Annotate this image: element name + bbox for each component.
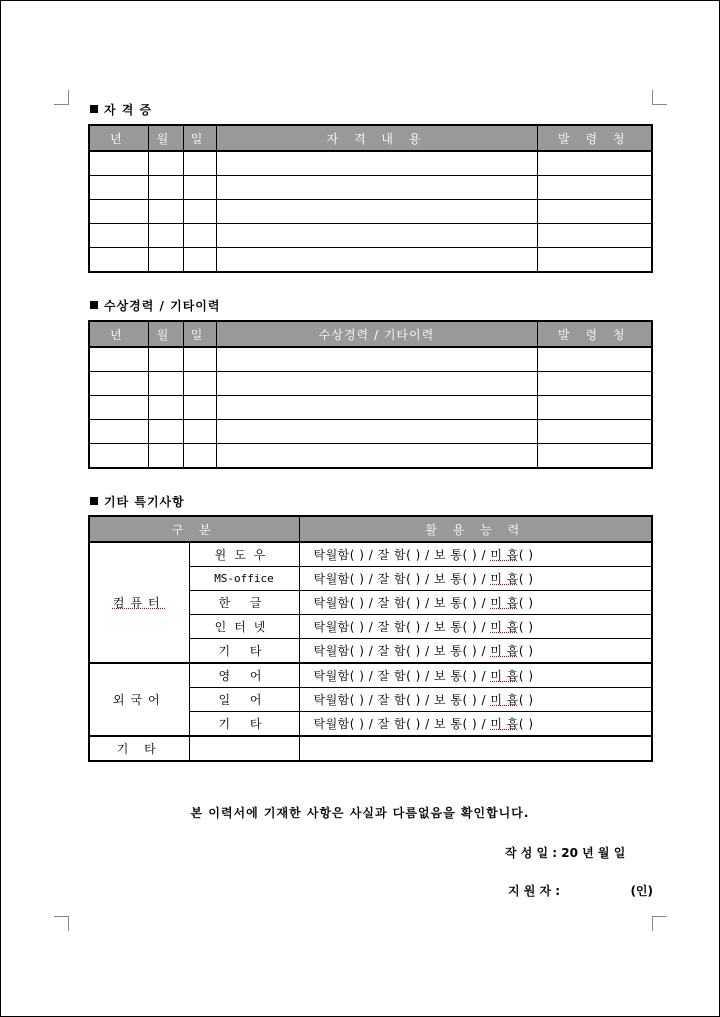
table-row (89, 736, 652, 761)
level-cell[interactable] (299, 542, 652, 567)
crop-mark-bottom-right (652, 916, 667, 931)
cell[interactable] (537, 444, 652, 469)
crop-mark-bottom-left (54, 916, 69, 931)
table-header-row (89, 321, 652, 347)
cell[interactable] (89, 372, 148, 396)
category-computer-label: 컴퓨터 (112, 596, 166, 610)
header-category: 구 분 (89, 516, 299, 542)
table-row (89, 248, 652, 273)
awards-table (88, 320, 653, 469)
confirmation-statement: 본 이력서에 기재한 사항은 사실과 다름없음을 확인합니다. (190, 806, 530, 820)
level-insufficient: 미 흡 (490, 572, 519, 586)
cell[interactable] (216, 200, 537, 224)
cell[interactable] (148, 151, 183, 176)
special-section-title (90, 493, 185, 510)
header-content: 자 격 내 용 (216, 125, 537, 151)
cell[interactable] (537, 347, 652, 372)
level-cell[interactable] (299, 591, 652, 615)
certificates-section-title (90, 101, 152, 118)
cell[interactable] (148, 372, 183, 396)
table-row (89, 347, 652, 372)
cell[interactable] (89, 347, 148, 372)
cell[interactable] (148, 176, 183, 200)
level-cell[interactable] (299, 663, 652, 688)
cell[interactable] (537, 200, 652, 224)
sub-japanese: 일 어 (189, 688, 299, 712)
cell[interactable] (89, 420, 148, 444)
cell[interactable] (148, 224, 183, 248)
cell[interactable] (148, 420, 183, 444)
cell[interactable] (89, 224, 148, 248)
special-title-text: 기타 특기사항 (104, 495, 185, 509)
cell[interactable] (89, 176, 148, 200)
sub-windows: 윈도우 (189, 542, 299, 567)
cell[interactable] (89, 396, 148, 420)
sub-computer-other: 기 타 (189, 639, 299, 664)
cell[interactable] (183, 200, 216, 224)
cell[interactable] (537, 372, 652, 396)
table-row (89, 151, 652, 176)
crop-mark-top-left (54, 90, 69, 105)
table-row (89, 663, 652, 688)
header-ability: 활 용 능 력 (299, 516, 652, 542)
sub-internet: 인터넷 (189, 615, 299, 639)
cell[interactable] (537, 224, 652, 248)
header-year: 년 (89, 321, 148, 347)
header-awards-history: 수상경력 / 기타이력 (216, 321, 537, 347)
cell[interactable] (183, 396, 216, 420)
cell[interactable] (148, 200, 183, 224)
table-header-row (89, 516, 652, 542)
level-options: 탁월함( ) / 잘 함( ) / 보 통( ) / (313, 572, 491, 586)
cell[interactable] (216, 372, 537, 396)
cell[interactable] (216, 224, 537, 248)
level-insufficient: 미 흡 (490, 644, 519, 658)
table-row (89, 372, 652, 396)
square-bullet-icon (90, 497, 98, 505)
square-bullet-icon (90, 301, 98, 309)
level-insufficient: 미 흡 (490, 669, 519, 683)
level-options: 탁월함( ) / 잘 함( ) / 보 통( ) / (313, 669, 491, 683)
cell[interactable] (148, 347, 183, 372)
sub-language-other: 기 타 (189, 712, 299, 737)
level-options: 탁월함( ) / 잘 함( ) / 보 통( ) / (313, 717, 491, 731)
cell[interactable] (183, 444, 216, 469)
level-cell[interactable] (299, 712, 652, 737)
level-options: 탁월함( ) / 잘 함( ) / 보 통( ) / (313, 596, 491, 610)
cell[interactable] (537, 420, 652, 444)
table-row (89, 200, 652, 224)
header-year: 년 (89, 125, 148, 151)
cell[interactable] (537, 396, 652, 420)
level-insufficient-box: ( ) (518, 644, 534, 658)
table-header-row (89, 125, 652, 151)
level-insufficient-box: ( ) (518, 596, 534, 610)
awards-section-title (90, 297, 220, 314)
special-skills-table (88, 515, 653, 762)
cell[interactable] (537, 176, 652, 200)
level-options: 탁월함( ) / 잘 함( ) / 보 통( ) / (313, 693, 491, 707)
level-options: 탁월함( ) / 잘 함( ) / 보 통( ) / (313, 548, 491, 562)
table-row (89, 542, 652, 567)
level-options: 탁월함( ) / 잘 함( ) / 보 통( ) / (313, 644, 491, 658)
header-day: 일 (183, 321, 216, 347)
cell[interactable] (89, 200, 148, 224)
cell[interactable] (216, 248, 537, 273)
header-issuer: 발 령 청 (537, 321, 652, 347)
level-insufficient-box: ( ) (518, 572, 534, 586)
cell[interactable] (89, 248, 148, 273)
category-other: 기 타 (89, 736, 189, 761)
category-computer (89, 542, 189, 663)
level-cell[interactable] (299, 615, 652, 639)
crop-mark-top-right (652, 90, 667, 105)
certificates-title-text: 자 격 증 (104, 103, 153, 117)
applicant-label: 지 원 자 : (508, 884, 561, 898)
other-ability-cell[interactable] (299, 736, 652, 761)
level-insufficient-box: ( ) (518, 620, 534, 634)
header-month: 월 (148, 321, 183, 347)
cell[interactable] (183, 224, 216, 248)
written-date: 작 성 일 : 20 년 월 일 (505, 846, 626, 860)
level-insufficient: 미 흡 (490, 717, 519, 731)
level-cell[interactable] (299, 567, 652, 591)
header-month: 월 (148, 125, 183, 151)
level-insufficient: 미 흡 (490, 548, 519, 562)
square-bullet-icon (90, 105, 98, 113)
cell[interactable] (537, 248, 652, 273)
cell[interactable] (216, 176, 537, 200)
sub-english: 영 어 (189, 663, 299, 688)
cell[interactable] (148, 248, 183, 273)
table-row (89, 176, 652, 200)
cell[interactable] (183, 347, 216, 372)
cell[interactable] (148, 396, 183, 420)
cell[interactable] (537, 151, 652, 176)
table-row (89, 396, 652, 420)
level-insufficient-box: ( ) (518, 693, 534, 707)
level-insufficient: 미 흡 (490, 620, 519, 634)
table-row (89, 444, 652, 469)
applicant-line (508, 882, 653, 899)
sub-ms-office: MS-office (189, 567, 299, 591)
certificates-table (88, 124, 653, 273)
level-insufficient-box: ( ) (518, 717, 534, 731)
category-language: 외국어 (89, 663, 189, 736)
level-insufficient: 미 흡 (490, 596, 519, 610)
cell[interactable] (216, 420, 537, 444)
cell[interactable] (216, 151, 537, 176)
cell[interactable] (89, 151, 148, 176)
cell[interactable] (216, 396, 537, 420)
sub-hangul: 한 글 (189, 591, 299, 615)
awards-title-text: 수상경력 / 기타이력 (104, 299, 221, 313)
cell[interactable] (216, 444, 537, 469)
cell[interactable] (183, 372, 216, 396)
cell[interactable] (183, 420, 216, 444)
other-detail-cell[interactable] (189, 736, 299, 761)
cell[interactable] (183, 176, 216, 200)
table-row (89, 224, 652, 248)
level-options: 탁월함( ) / 잘 함( ) / 보 통( ) / (313, 620, 491, 634)
table-row (89, 420, 652, 444)
level-cell[interactable] (299, 639, 652, 664)
level-cell[interactable] (299, 688, 652, 712)
cell[interactable] (183, 151, 216, 176)
header-issuer: 발 령 청 (537, 125, 652, 151)
cell[interactable] (148, 444, 183, 469)
cell[interactable] (216, 347, 537, 372)
cell[interactable] (183, 248, 216, 273)
level-insufficient-box: ( ) (518, 669, 534, 683)
level-insufficient: 미 흡 (490, 693, 519, 707)
seal-mark: (인) (630, 884, 653, 898)
cell[interactable] (89, 444, 148, 469)
level-insufficient-box: ( ) (518, 548, 534, 562)
header-day: 일 (183, 125, 216, 151)
